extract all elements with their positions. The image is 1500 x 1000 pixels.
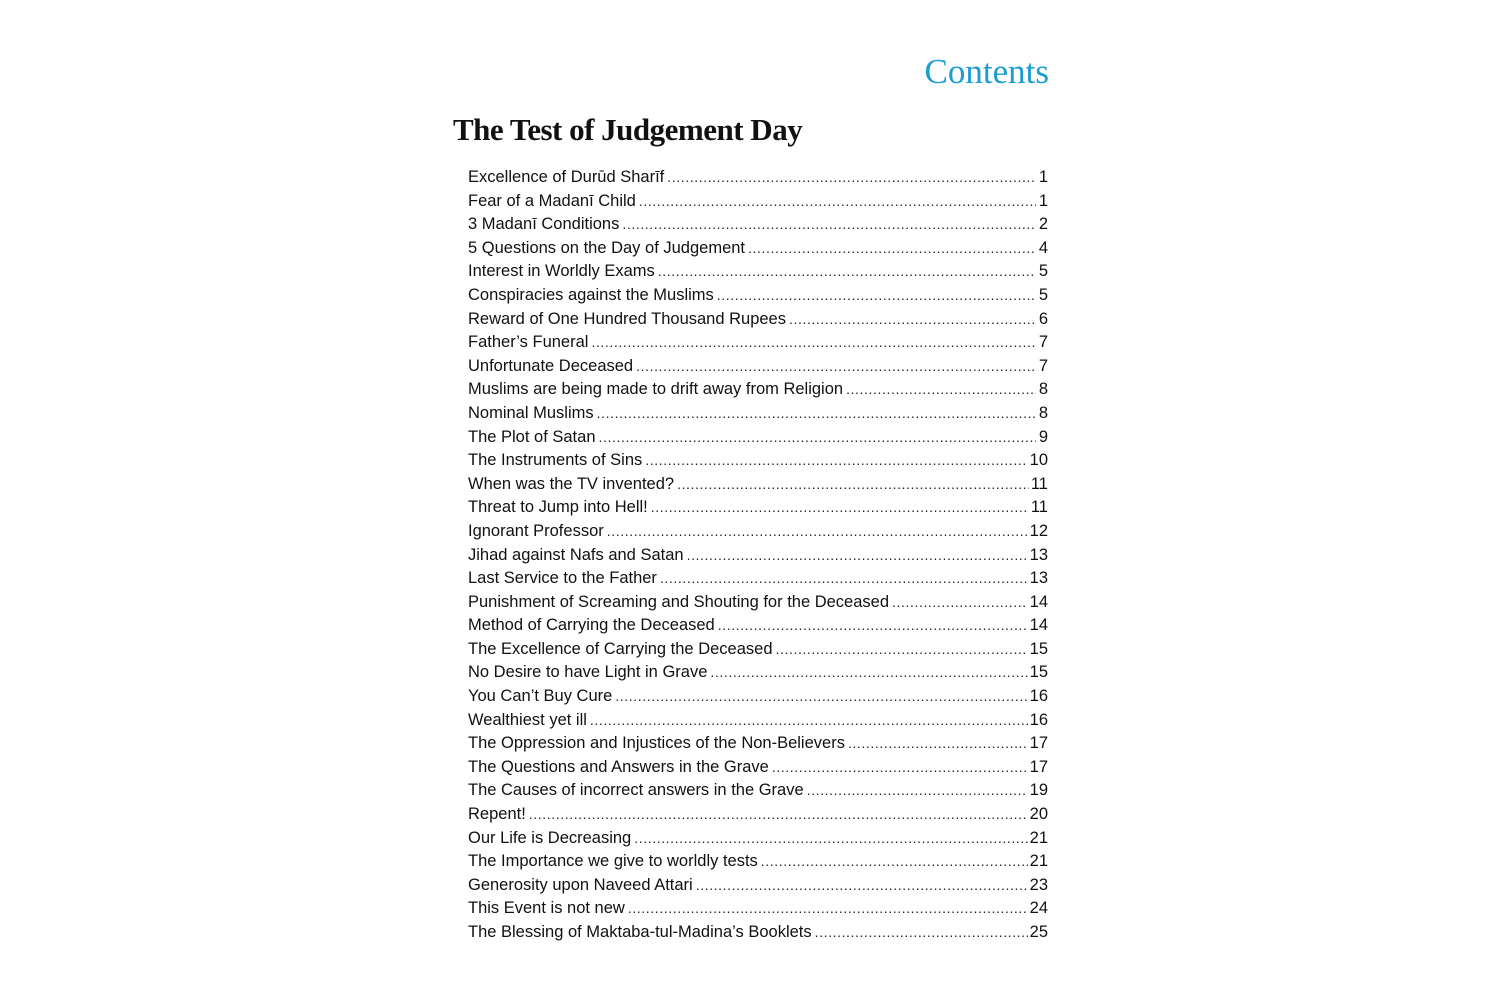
toc-entry-page-number: 7 — [1038, 356, 1048, 375]
dot-leader — [529, 803, 1028, 827]
toc-entry-page-number: 14 — [1029, 592, 1048, 611]
toc-entry[interactable] — [468, 874, 1048, 898]
dot-leader — [628, 897, 1028, 921]
toc-entry-page-number: 19 — [1029, 781, 1048, 800]
dot-leader — [597, 402, 1036, 426]
toc-entry-title: Ignorant Professor — [468, 521, 604, 540]
toc-entry-title: No Desire to have Light in Grave — [468, 663, 708, 682]
toc-entry-page-number: 7 — [1038, 333, 1048, 352]
dot-leader — [645, 449, 1027, 473]
toc-entry[interactable] — [468, 308, 1048, 332]
toc-entry-title: Punishment of Screaming and Shouting for the Deceased — [468, 592, 890, 611]
toc-entry-title: The Oppression and Injustices of the Non-Believers — [468, 734, 845, 753]
toc-entry[interactable] — [468, 661, 1048, 685]
booklet-title: The Test of Judgement Day — [453, 112, 803, 147]
toc-entry-page-number: 21 — [1029, 852, 1048, 871]
toc-entry-page-number: 17 — [1029, 757, 1048, 776]
dot-leader — [761, 850, 1028, 874]
toc-entry-title: You Can’t Buy Cure — [468, 687, 613, 706]
dot-leader — [591, 331, 1036, 355]
dot-leader — [599, 426, 1037, 450]
toc-entry-page-number: 16 — [1029, 687, 1048, 706]
toc-entry-title: Method of Carrying the Deceased — [468, 616, 715, 635]
toc-entry-page-number: 1 — [1038, 191, 1048, 210]
toc-entry[interactable] — [468, 614, 1048, 638]
toc-entry[interactable] — [468, 190, 1048, 214]
toc-entry-title: Nominal Muslims — [468, 403, 594, 422]
toc-entry-page-number: 4 — [1038, 238, 1048, 257]
toc-entry-title: Unfortunate Deceased — [468, 356, 634, 375]
toc-entry-title: Reward of One Hundred Thousand Rupees — [468, 309, 786, 328]
toc-entry-title: Repent! — [468, 805, 526, 824]
toc-entry[interactable] — [468, 827, 1048, 851]
toc-entry-title: The Plot of Satan — [468, 427, 596, 446]
toc-entry-title: Fear of a Madanī Child — [468, 191, 636, 210]
toc-entry[interactable] — [468, 779, 1048, 803]
toc-entry-page-number: 14 — [1029, 616, 1048, 635]
toc-entry-page-number: 11 — [1030, 474, 1048, 493]
toc-entry-page-number: 17 — [1029, 734, 1048, 753]
toc-entry-title: The Blessing of Maktaba-tul-Madina’s Booklets — [468, 923, 812, 941]
toc-entry-title: Conspiracies against the Muslims — [468, 285, 714, 304]
toc-entry[interactable] — [468, 709, 1048, 733]
dot-leader — [807, 779, 1028, 803]
dot-leader — [846, 378, 1036, 402]
dot-leader — [677, 473, 1029, 497]
toc-entry-page-number: 13 — [1029, 569, 1048, 588]
toc-entry[interactable] — [468, 449, 1048, 473]
dot-leader — [717, 284, 1036, 308]
toc-entry[interactable] — [468, 260, 1048, 284]
dot-leader — [590, 709, 1028, 733]
toc-entry-title: Interest in Worldly Exams — [468, 262, 655, 281]
toc-entry[interactable] — [468, 897, 1048, 921]
toc-entry[interactable] — [468, 732, 1048, 756]
toc-entry-page-number: 16 — [1029, 710, 1048, 729]
toc-entry-page-number: 8 — [1038, 380, 1048, 399]
dot-leader — [607, 520, 1028, 544]
dot-leader — [772, 756, 1028, 780]
toc-entry[interactable] — [468, 591, 1048, 615]
toc-entry[interactable] — [468, 426, 1048, 450]
toc-entry[interactable] — [468, 685, 1048, 709]
dot-leader — [639, 190, 1036, 214]
toc-entry[interactable] — [468, 402, 1048, 426]
dot-leader — [658, 260, 1036, 284]
dot-leader — [815, 921, 1028, 945]
toc-entry[interactable] — [468, 237, 1048, 261]
toc-entry[interactable] — [468, 496, 1048, 520]
toc-entry[interactable] — [468, 803, 1048, 827]
toc-entry[interactable] — [468, 638, 1048, 662]
toc-entry-page-number: 5 — [1038, 285, 1048, 304]
toc-entry-title: This Event is not new — [468, 899, 625, 918]
toc-entry-page-number: 8 — [1038, 403, 1048, 422]
toc-entry-page-number: 11 — [1030, 498, 1048, 517]
toc-entry-title: Muslims are being made to drift away from Religion — [468, 380, 844, 399]
dot-leader — [622, 213, 1036, 237]
toc-entry-title: Last Service to the Father — [468, 569, 657, 588]
dot-leader — [634, 827, 1027, 851]
toc-entry[interactable] — [468, 921, 1048, 945]
toc-entry-page-number: 25 — [1029, 923, 1048, 941]
dot-leader — [687, 544, 1028, 568]
toc-entry-page-number: 15 — [1029, 663, 1048, 682]
toc-entry-page-number: 10 — [1029, 451, 1048, 470]
toc-entry-title: Generosity upon Naveed Attari — [468, 875, 693, 894]
toc-entry-title: 5 Questions on the Day of Judgement — [468, 238, 746, 257]
toc-entry-page-number: 13 — [1029, 545, 1048, 564]
toc-entry[interactable] — [468, 544, 1048, 568]
toc-entry[interactable] — [468, 756, 1048, 780]
toc-entry-title: Jihad against Nafs and Satan — [468, 545, 684, 564]
toc-entry[interactable] — [468, 520, 1048, 544]
toc-entry-page-number: 6 — [1038, 309, 1048, 328]
dot-leader — [636, 355, 1036, 379]
toc-entry-page-number: 12 — [1029, 521, 1048, 540]
toc-entry[interactable] — [468, 378, 1048, 402]
toc-entry-page-number: 21 — [1029, 828, 1048, 847]
toc-entry-page-number: 2 — [1038, 215, 1048, 234]
toc-entry[interactable] — [468, 166, 1048, 190]
toc-entry[interactable] — [468, 850, 1048, 874]
dot-leader — [660, 567, 1028, 591]
toc-entry[interactable] — [468, 284, 1048, 308]
toc-entry-title: The Excellence of Carrying the Deceased — [468, 639, 773, 658]
toc-entry-page-number: 15 — [1029, 639, 1048, 658]
toc-entry-title: Wealthiest yet ill — [468, 710, 587, 729]
dot-leader — [748, 237, 1036, 261]
toc-entry[interactable] — [468, 355, 1048, 379]
toc-entry-title: Excellence of Durūd Sharīf — [468, 168, 665, 186]
toc-entry-page-number: 24 — [1029, 899, 1048, 918]
dot-leader — [651, 496, 1029, 520]
toc-entry-title: Our Life is Decreasing — [468, 828, 632, 847]
dot-leader — [892, 591, 1028, 615]
toc-entry-title: When was the TV invented? — [468, 474, 675, 493]
dot-leader — [667, 166, 1036, 190]
table-of-contents — [468, 166, 1048, 945]
toc-entry-title: The Questions and Answers in the Grave — [468, 757, 769, 776]
dot-leader — [776, 638, 1028, 662]
contents-heading: Contents — [924, 52, 1049, 91]
toc-entry[interactable] — [468, 331, 1048, 355]
dot-leader — [789, 308, 1036, 332]
toc-entry[interactable] — [468, 567, 1048, 591]
toc-entry-title: Threat to Jump into Hell! — [468, 498, 648, 517]
toc-entry[interactable] — [468, 213, 1048, 237]
dot-leader — [615, 685, 1027, 709]
toc-entry-page-number: 1 — [1038, 168, 1048, 186]
toc-entry[interactable] — [468, 473, 1048, 497]
toc-entry-page-number: 9 — [1038, 427, 1048, 446]
toc-entry-title: The Instruments of Sins — [468, 451, 643, 470]
toc-entry-page-number: 20 — [1029, 805, 1048, 824]
dot-leader — [718, 614, 1028, 638]
dot-leader — [848, 732, 1028, 756]
toc-entry-title: 3 Madanī Conditions — [468, 215, 620, 234]
dot-leader — [696, 874, 1028, 898]
toc-entry-page-number: 5 — [1038, 262, 1048, 281]
toc-entry-page-number: 23 — [1029, 875, 1048, 894]
toc-entry-title: The Importance we give to worldly tests — [468, 852, 758, 871]
dot-leader — [710, 661, 1027, 685]
toc-entry-title: The Causes of incorrect answers in the Grave — [468, 781, 804, 800]
toc-entry-title: Father’s Funeral — [468, 333, 589, 352]
